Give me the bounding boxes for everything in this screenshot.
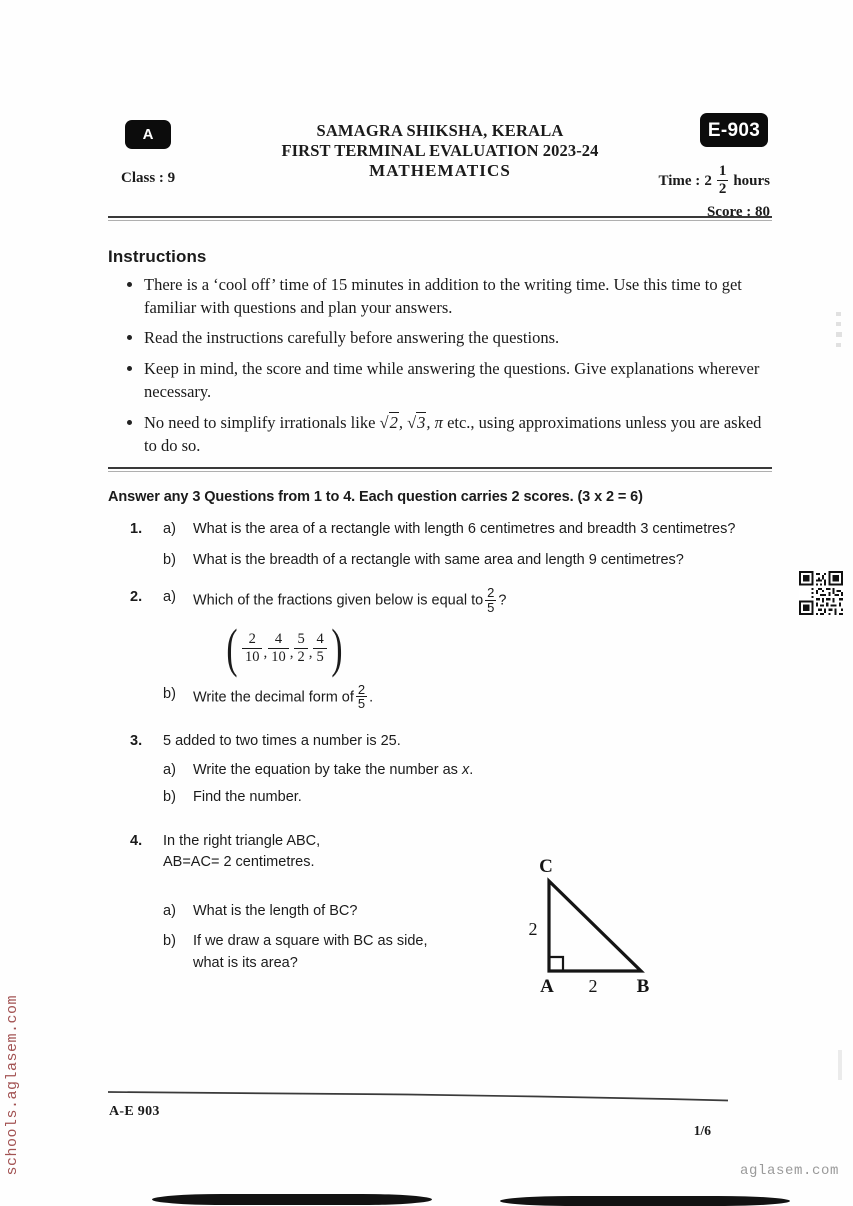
question-1-part-b (163, 550, 772, 572)
qr-code (799, 570, 843, 616)
class-label: Class : 9 (121, 170, 176, 186)
question-1-part-a (163, 519, 772, 541)
exam-title: FIRST TERMINAL EVALUATION 2023-24 (281, 141, 599, 161)
question-4-part-b (163, 931, 443, 975)
part-text: Find the number. (193, 788, 302, 805)
question-number: 2. (130, 589, 143, 606)
part-label: a) (163, 589, 176, 606)
triangle-diagram-icon (523, 853, 673, 998)
part-text: What is the length of BC? (193, 903, 358, 920)
instructions-heading: Instructions (108, 246, 207, 266)
scan-artifact-edge (838, 1050, 842, 1080)
fraction-option (242, 632, 263, 666)
fraction-option (313, 632, 326, 666)
time-fraction (717, 164, 729, 197)
vertex-label-c: C (539, 855, 553, 877)
variable-x: x (461, 762, 470, 779)
question-4-part-a (163, 901, 772, 923)
instructions-divider-hairline (108, 471, 772, 472)
fraction-denominator: 10 (242, 648, 263, 665)
scan-artifact-speck (836, 343, 841, 347)
fraction-numerator: 4 (316, 630, 324, 647)
fraction-numerator: 2 (487, 585, 495, 601)
time-label: Time : (658, 172, 701, 189)
right-triangle-figure (523, 853, 673, 998)
part-label: a) (163, 520, 176, 537)
part-text-after: ? (498, 593, 507, 610)
question-3-part-a (163, 760, 772, 782)
scan-artifact-speck (836, 312, 841, 316)
part-text: If we draw a square with BC as side, what is its area? (193, 932, 428, 971)
separator: , (289, 644, 294, 661)
question-4 (108, 831, 772, 997)
irrational-suffix: etc., using approximations unless you are asked to do so. (144, 412, 762, 456)
score-label: Score : 80 (706, 204, 770, 220)
scan-artifact-speck (836, 322, 841, 326)
instruction-item-irrationals (142, 411, 772, 458)
time-unit: hours (733, 172, 770, 189)
footer-page-number: 1/6 (693, 1123, 711, 1138)
series-badge: A (125, 120, 171, 149)
instructions-divider-rule (108, 467, 772, 469)
question-2-part-b (163, 681, 772, 712)
fraction-option (294, 632, 307, 666)
paper-code-badge: E-903 (700, 113, 768, 147)
vertex-label-b: B (636, 975, 650, 997)
question-4-stem-line-1: In the right triangle ABC, (163, 832, 321, 849)
watermark-left: schools.aglasem.com (4, 995, 21, 1176)
fraction-denominator: 2 (294, 648, 307, 665)
instructions-section (108, 247, 772, 458)
scan-artifact-bar (500, 1196, 790, 1206)
header-divider-rule (108, 216, 772, 218)
right-paren: ) (331, 617, 343, 678)
left-paren: ( (226, 617, 238, 678)
side-label-vertical: 2 (528, 918, 538, 939)
irrational-prefix: No need to simplify irrationals like (144, 412, 376, 432)
instruction-item: Read the instructions carefully before answering the questions. (142, 326, 772, 349)
organisation-title: SAMAGRA SHIKSHA, KERALA (316, 121, 564, 140)
separator: , (263, 644, 268, 661)
instruction-item: There is a ‘cool off’ time of 15 minutes in addition to the writing time. Use this time to get familiar with questions and plan your answers. (142, 273, 772, 320)
section-directive: Answer any 3 Questions from 1 to 4. Each question carries 2 scores. (3 x 2 = 6) (108, 488, 643, 505)
part-text: What is the area of a rectangle with length 6 centimetres and breadth 3 centimetres? (193, 520, 736, 537)
scan-artifact-bar (152, 1194, 432, 1205)
question-2-part-a (163, 587, 772, 615)
part-text-before: Write the equation by take the number as (193, 762, 458, 779)
paper-header (108, 108, 772, 220)
footer-rule-icon (108, 1090, 772, 1104)
fraction-numerator: 2 (248, 630, 256, 647)
question-number: 3. (130, 733, 143, 750)
inline-fraction (356, 683, 367, 711)
right-angle-marker (549, 957, 563, 971)
part-label: a) (163, 903, 176, 920)
part-text-after: . (469, 762, 474, 779)
scan-artifact-speck (836, 332, 842, 337)
time-score-group (659, 165, 771, 221)
question-paper-body (108, 108, 772, 1005)
fraction-denominator: 10 (268, 648, 289, 665)
part-label: a) (163, 762, 176, 779)
side-label-horizontal: 2 (588, 975, 598, 996)
time-fraction-denominator: 2 (718, 181, 727, 197)
footer-paper-code: A-E 903 (109, 1104, 160, 1119)
part-text: What is the breadth of a rectangle with same area and length 9 centimetres? (193, 551, 684, 568)
question-3-stem: 5 added to two times a number is 25. (163, 733, 401, 750)
fraction-denominator: 5 (487, 599, 495, 615)
part-label: b) (163, 551, 176, 568)
question-1 (108, 519, 772, 572)
separator: , (308, 644, 313, 661)
fraction-numerator: 2 (357, 681, 366, 697)
part-text-after: . (369, 689, 374, 706)
fraction-denominator: 5 (357, 696, 366, 712)
time-fraction-numerator: 1 (718, 163, 727, 179)
footer-divider-rule (108, 1090, 772, 1104)
fraction-numerator: 5 (297, 630, 305, 647)
part-label: b) (163, 685, 176, 702)
time-row (659, 165, 771, 198)
fraction-numerator: 4 (274, 630, 283, 647)
qr-code-icon (799, 570, 843, 616)
part-text-before: Write the decimal form of (193, 689, 354, 706)
fraction-option-set (223, 617, 772, 678)
subject-title: MATHEMATICS (369, 161, 511, 181)
fraction-denominator: 5 (313, 648, 326, 665)
part-label: b) (163, 788, 176, 805)
irrational-values: √2, √3, π (379, 412, 443, 432)
instruction-item: Keep in mind, the score and time while answering the questions. Give explanations wherever necessary. (142, 357, 772, 404)
time-whole: 2 (704, 172, 712, 189)
fraction-option (268, 632, 289, 666)
question-2 (108, 587, 772, 711)
question-number: 4. (130, 832, 143, 849)
question-4-stem-line-2: AB=AC= 2 centimetres. (163, 854, 315, 871)
part-text-before: Which of the fractions given below is equal to (193, 593, 484, 610)
question-3 (108, 731, 772, 808)
watermark-bottom-right: aglasem.com (739, 1163, 839, 1179)
question-number: 1. (130, 520, 143, 537)
inline-fraction (485, 586, 496, 614)
question-3-part-b (163, 787, 772, 809)
vertex-label-a: A (540, 975, 554, 997)
header-divider-hairline (108, 220, 772, 221)
instructions-list (108, 273, 772, 458)
part-label: b) (163, 932, 176, 949)
